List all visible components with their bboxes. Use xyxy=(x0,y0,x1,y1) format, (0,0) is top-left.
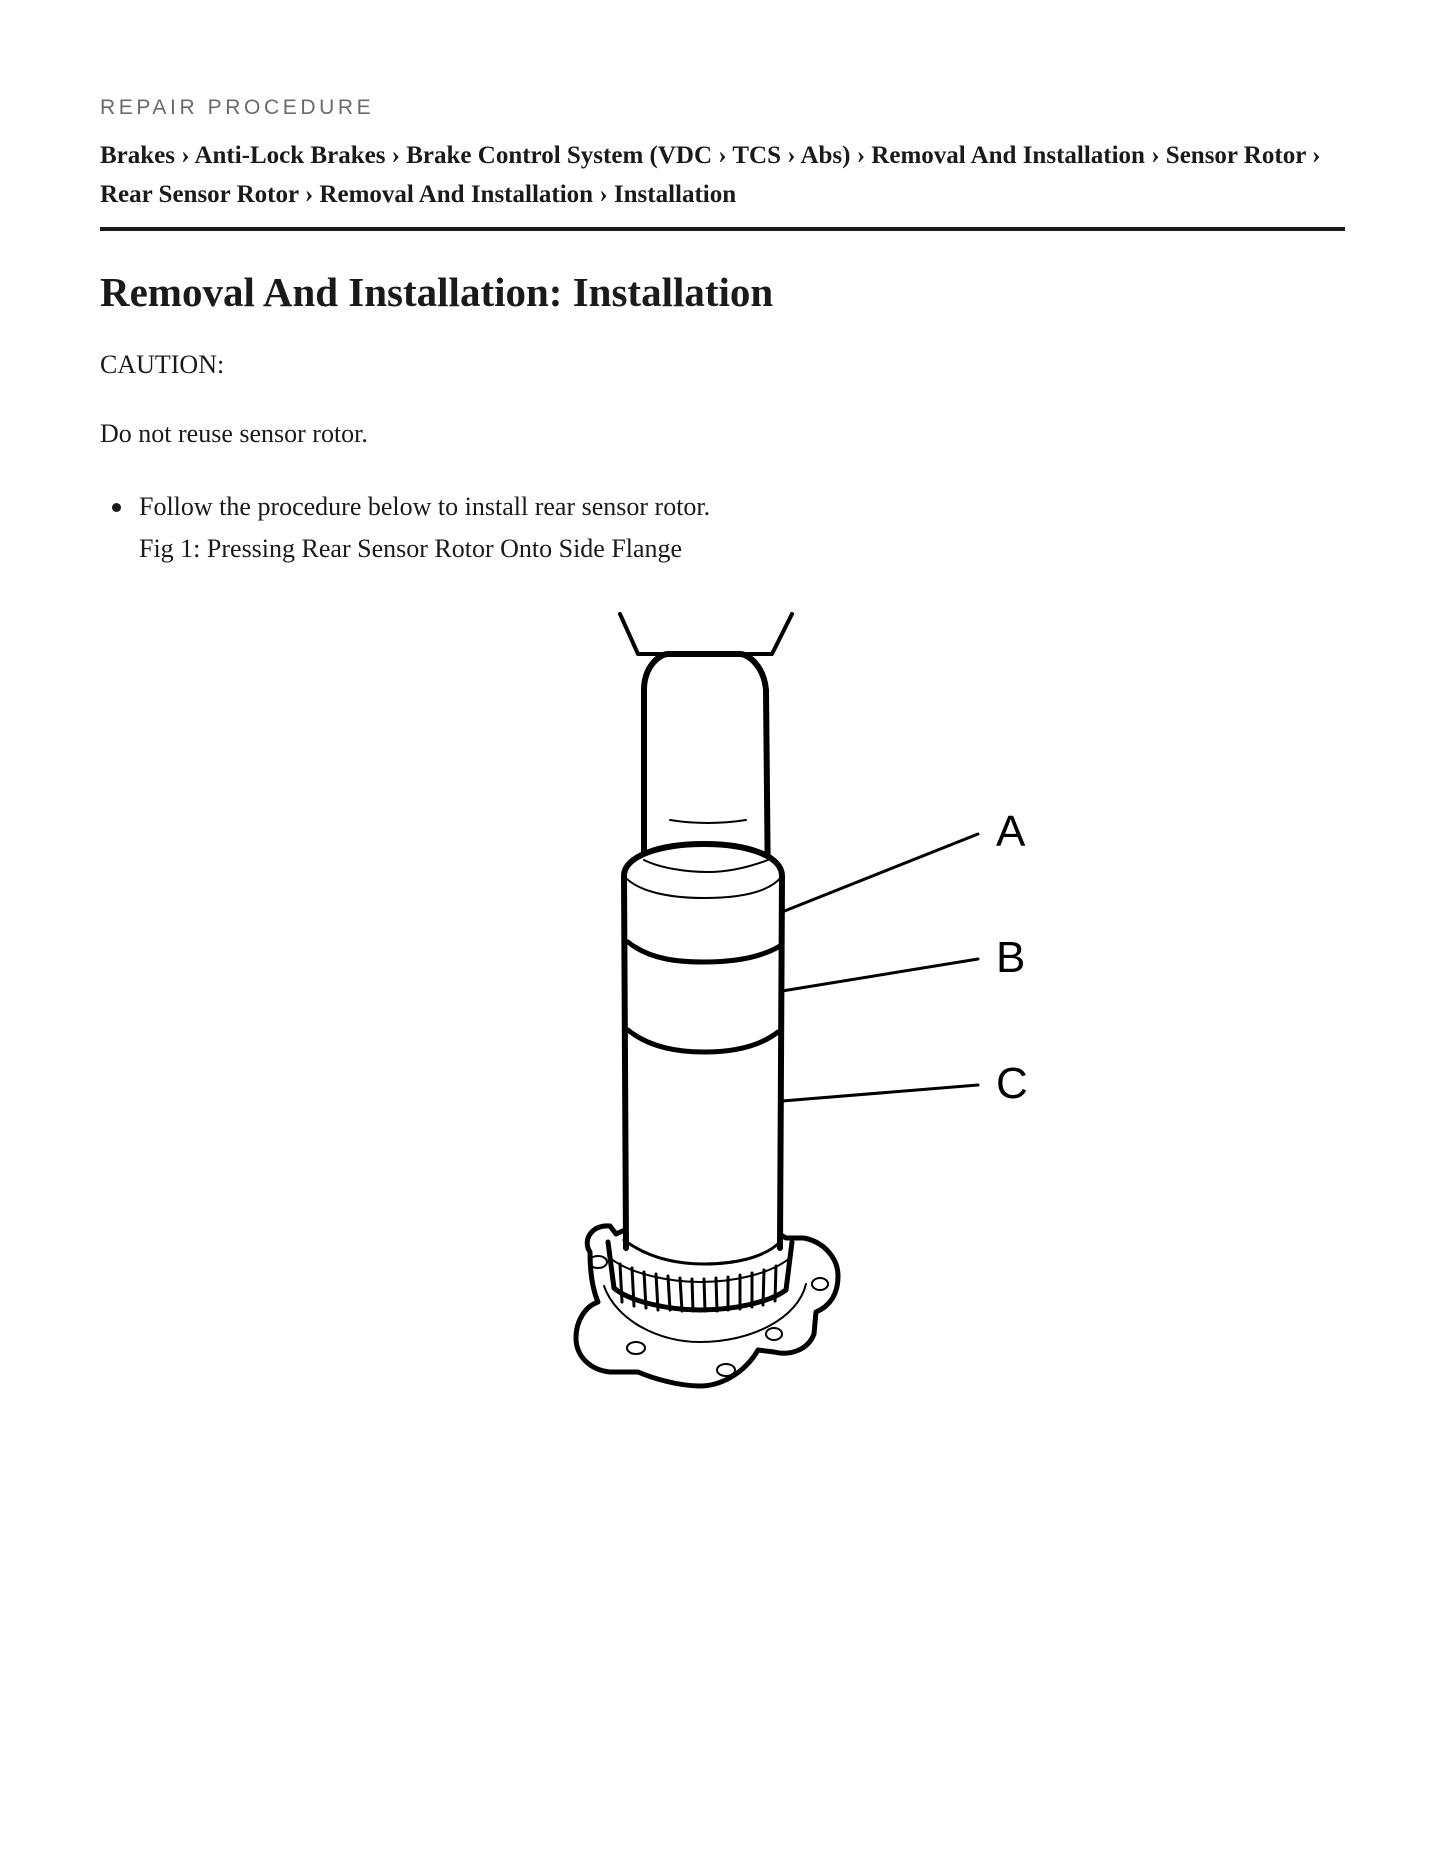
figure-sensor-rotor-press xyxy=(520,612,1240,1422)
callout-label-a: A xyxy=(996,807,1026,856)
list-item xyxy=(100,486,710,570)
figure-caption: Fig 1: Pressing Rear Sensor Rotor Onto Side Flange xyxy=(139,534,683,563)
callout-label-b: B xyxy=(996,933,1026,982)
bullet-icon xyxy=(112,503,121,512)
caution-text: Do not reuse sensor rotor. xyxy=(100,419,368,448)
step-text: Follow the procedure below to install rear sensor rotor. xyxy=(139,492,711,521)
press-diagram-illustration xyxy=(520,612,1240,1422)
page-title: Removal And Installation: Installation xyxy=(100,269,774,315)
callout-label-c: C xyxy=(996,1059,1028,1108)
header-divider xyxy=(100,227,1345,231)
caution-label: CAUTION: xyxy=(100,350,225,379)
procedure-steps xyxy=(100,486,710,570)
breadcrumb: Brakes › Anti-Lock Brakes › Brake Control System (VDC › TCS › Abs) › Removal And Installation › Sensor Rotor › Rear Sensor Rotor › Removal And Installation › Installation xyxy=(100,142,1321,208)
section-eyebrow: REPAIR PROCEDURE xyxy=(100,96,375,119)
